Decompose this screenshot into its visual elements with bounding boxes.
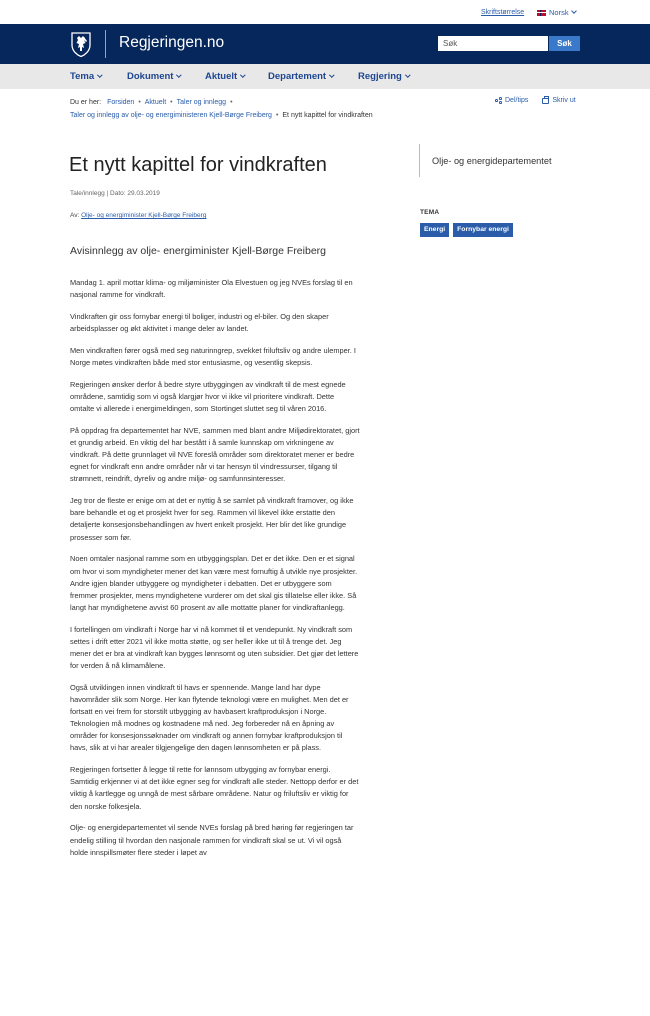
paragraph: Regjeringen ønsker derfor å bedre styre utbyggingen av vindkraft til de mest egnede områdene, samtidig som vi også klargjør hvor vi ikke vil prioritere vindkraft. Dette omtalte vi allerede i energimeldingen, som Stortinget sluttet seg til våren 2016. xyxy=(70,379,346,414)
nav-item-regjering[interactable] xyxy=(358,71,409,82)
header-divider xyxy=(105,30,106,58)
paragraph: I fortellingen om vindkraft i Norge har vi nå kommet til et vendepunkt. Ny vindkraft som settes i drift etter 2021 vil ikke motta støtte, og ser heller ikke ut til å trenge det. Jeg mener det er bra at vindkraft kan bygges lønnsomt og uten subsidier. Det gjør det lettere for verden å nå klimamålene. xyxy=(70,624,359,671)
search-button[interactable]: Søk xyxy=(549,36,580,51)
print-label: Skriv ut xyxy=(552,97,576,104)
share-link[interactable] xyxy=(495,97,528,104)
article-meta: Tale/innlegg | Dato: 29.03.2019 xyxy=(70,190,160,197)
paragraph: Regjeringen fortsetter å legge til rette for lønnsom utbygging av fornybar energi. Samtidig erkjenner vi at det ikke egner seg for vindkraft alle steder. Nettopp derfor er det viktig å kartlegge og unngå de mest sårbare områdene. Natur og friluftsliv er viktig for den norske folkesjela. xyxy=(70,765,359,811)
byline-prefix: Av: xyxy=(70,212,80,219)
paragraph: Olje- og energidepartementet vil sende NVEs forslag på bred høring før regjeringen tar endelig stilling til hvordan den nasjonale rammen for vindkraft skal se ut. Vi vil også holde innspillsmøter flere steder i løpet av xyxy=(70,823,354,857)
site-header xyxy=(0,24,650,64)
nav-item-label: Dokument xyxy=(127,71,174,82)
nav-item-label: Tema xyxy=(70,71,95,82)
nav-item-label: Departement xyxy=(268,71,327,82)
page-title: Et nytt kapittel for vindkraften xyxy=(69,154,327,176)
font-size-link[interactable]: Skriftstørrelse xyxy=(481,9,525,16)
chevron-down-icon xyxy=(240,72,245,77)
print-link[interactable] xyxy=(542,97,575,104)
share-label: Del/tips xyxy=(505,97,529,104)
paragraph: Også utviklingen innen vindkraft til havs er spennende. Mange land har dype havområder slik som Norge. Her kan flytende teknologi være en mulighet. Men det er fortsatt en vei frem for storstilt utbygging av havbasert kraftproduksjon i Norge. Teknologien må modnes og kostnadene må ned. Jeg forbereder nå en åpning av områder for konsesjonssøknader om vindkraft og annen fornybar kraftproduksjon til havs, slik at vi har arealer tilgjengelige den dagen lønnsomheten er på plass. xyxy=(70,682,349,753)
author-link[interactable]: Olje- og energiminister Kjell-Børge Freiberg xyxy=(81,212,207,219)
norway-flag-icon xyxy=(537,10,546,16)
site-name-link[interactable]: Regjeringen.no xyxy=(119,34,225,51)
paragraph: Mandag 1. april mottar klima- og miljøminister Ola Elvestuen og jeg NVEs forslag til en nasjonal ramme for vindkraft. xyxy=(70,278,353,300)
paragraph: Men vindkraften fører også med seg naturinngrep, svekket friluftsliv og andre ulemper. I Norge møtes vindkraften både med stor entusiasme, og vesentlig skepsis. xyxy=(70,345,356,368)
breadcrumb-prefix: Du er her: xyxy=(70,99,102,106)
nav-item-aktuelt[interactable] xyxy=(205,71,245,82)
article-type: Tale/innlegg xyxy=(70,190,105,197)
nav-item-dokument[interactable] xyxy=(127,71,181,82)
breadcrumb-link[interactable]: Forsiden xyxy=(107,99,135,106)
chevron-down-icon xyxy=(405,72,410,77)
article-date: 29.03.2019 xyxy=(127,190,160,197)
breadcrumb-link[interactable]: Taler og innlegg av olje- og energiministeren Kjell-Børge Freiberg xyxy=(70,112,272,119)
date-label: Dato: xyxy=(110,190,126,197)
tag-energi[interactable]: Energi xyxy=(420,223,449,237)
coat-of-arms-logo[interactable] xyxy=(70,32,92,57)
breadcrumb-current: Et nytt kapittel for vindkraften xyxy=(282,112,373,119)
paragraph: Vindkraften gir oss fornybar energi til boliger, industri og el-biler. Og den skaper arbeidsplasser og økt aktivitet i mange deler av landet. xyxy=(70,311,329,334)
tema-tags xyxy=(420,223,513,237)
paragraph: På oppdrag fra departementet har NVE, sammen med blant andre Miljødirektoratet, gjort et grundig arbeid. En viktig del har bestått i å samle kunnskap om virkningene av vindkraft. På dette grunnlaget vil NVE foreslå områder som direktoratet mener er bedre egnet for vindkraft enn andre områder når vi tar hensyn til vindressurser, tilgang til strømnett, reindrift, dyreliv og andre miljø- og samfunnsinteresser. xyxy=(70,426,360,484)
chevron-down-icon xyxy=(571,8,577,14)
chevron-down-icon xyxy=(177,72,182,77)
breadcrumb-link[interactable]: Taler og innlegg xyxy=(176,99,227,106)
chevron-down-icon xyxy=(97,72,102,77)
department-link[interactable]: Olje- og energidepartementet xyxy=(432,156,552,166)
print-icon xyxy=(542,98,549,104)
department-box xyxy=(419,144,580,177)
search-input[interactable] xyxy=(438,36,548,51)
nav-item-label: Aktuelt xyxy=(205,71,238,82)
breadcrumb: Du er her: Forsiden • Aktuelt • Taler og innlegg • Taler og innlegg av olje- og energiministeren Kjell-Børge Freiberg • Et nytt kapittel for vindkraften xyxy=(70,99,373,119)
paragraph: Noen omtaler nasjonal ramme som en utbyggingsplan. Det er det ikke. Den er et signal om hvor vi som myndigheter mener det kan være mest fornuftig å utvikle nye prosjekter. Andre igjen blander utbyggere og myndigheter i debatten. Det er utbyggere som fremmer prosjekter, mens myndighetene vurderer om det skal gis tillatelse eller ikke. Så langt har myndighetene avvist 60 prosent av alle mottatte planer for vindkraftanlegg. xyxy=(70,554,358,612)
main-nav xyxy=(0,64,650,89)
language-label: Norsk xyxy=(549,8,569,17)
tag-fornybar-energi[interactable]: Fornybar energi xyxy=(453,223,513,237)
utility-bar xyxy=(0,0,650,24)
nav-item-departement[interactable] xyxy=(268,71,334,82)
nav-item-label: Regjering xyxy=(358,71,402,82)
language-selector[interactable] xyxy=(537,8,576,17)
tema-heading: TEMA xyxy=(420,209,440,216)
article-lead: Avisinnlegg av olje- energiminister Kjell-Børge Freiberg xyxy=(70,245,326,257)
paragraph: Jeg tror de fleste er enige om at det er nyttig å se samlet på vindkraft framover, og ikke bare behandle et og et prosjekt hver for seg. Rammen vil likevel ikke erstatte den detaljerte konsesjonsbehandlingen av hvert enkelt prosjekt. Her blir det like grundige prosesser som før. xyxy=(70,496,354,542)
share-icon xyxy=(495,97,502,104)
nav-item-tema[interactable] xyxy=(70,71,102,82)
breadcrumb-link[interactable]: Aktuelt xyxy=(144,99,167,106)
chevron-down-icon xyxy=(329,72,334,77)
page-tools xyxy=(495,97,576,104)
article-body xyxy=(70,277,360,869)
byline xyxy=(70,212,206,219)
